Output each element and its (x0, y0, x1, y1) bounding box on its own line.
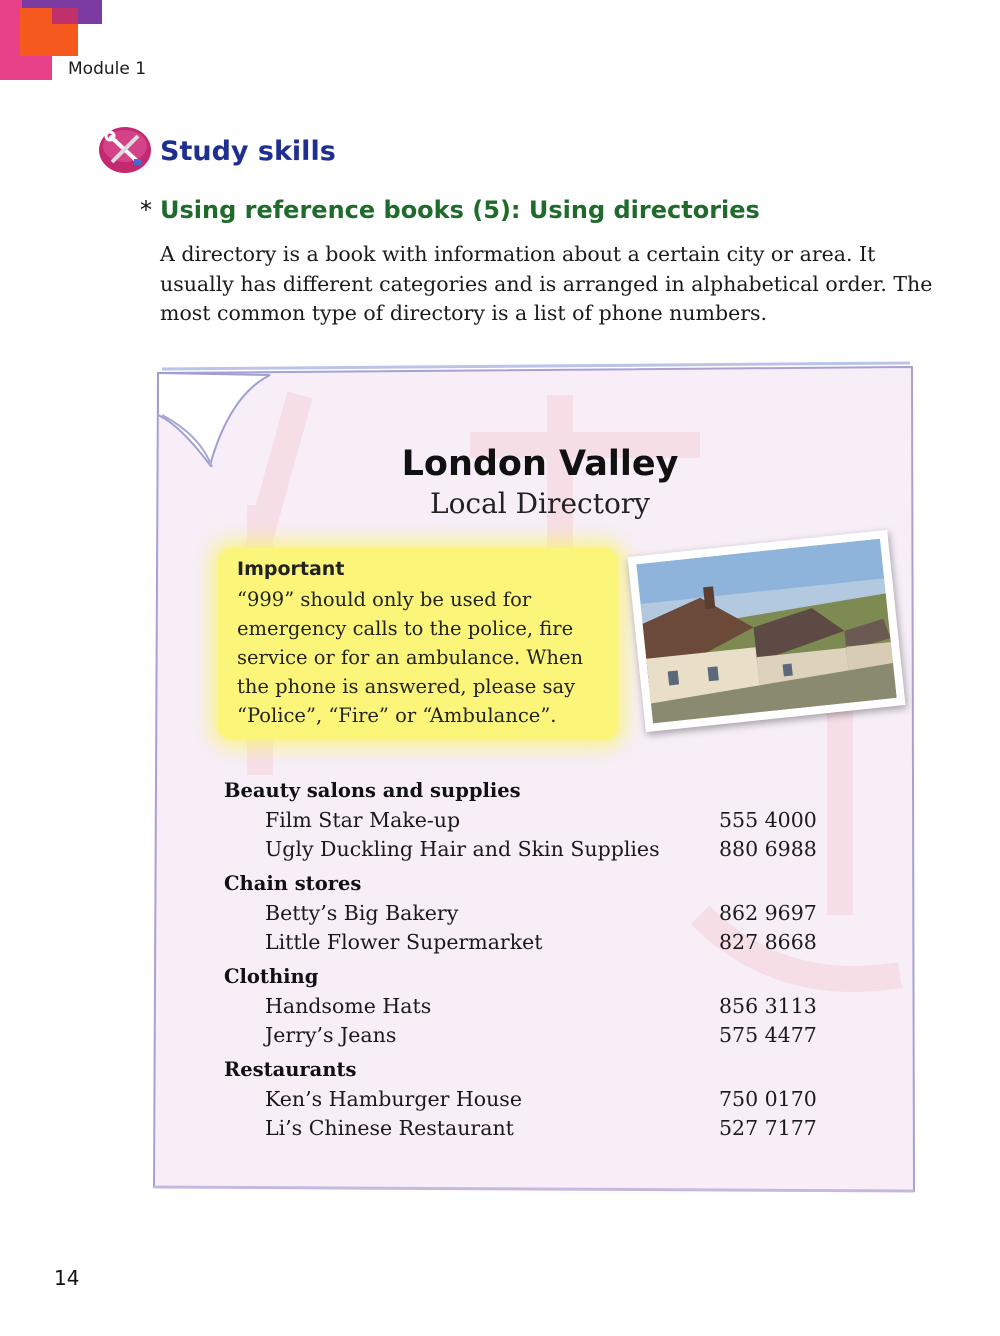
directory-entry-phone: 862 9697 (719, 901, 817, 925)
tools-icon (98, 126, 152, 174)
subsection-marker: * (140, 196, 152, 224)
directory-entry-name: Li’s Chinese Restaurant (265, 1116, 514, 1140)
directory-entry-name: Little Flower Supermarket (265, 930, 543, 954)
directory-entry-name: Jerry’s Jeans (265, 1023, 397, 1047)
directory-entry-name: Film Star Make-up (265, 808, 461, 832)
directory-entry-phone: 575 4477 (719, 1023, 817, 1047)
section-title: Study skills (160, 136, 336, 167)
important-heading: Important (237, 558, 345, 580)
subsection-title: Using reference books (5): Using directories (160, 196, 760, 224)
module-label: Module 1 (68, 59, 147, 79)
directory-entry-name: Ken’s Hamburger House (265, 1087, 522, 1111)
directory-entry-phone: 750 0170 (719, 1087, 817, 1111)
intro-paragraph: A directory is a book with information about a certain city or area. It usually has different categories and is arranged in alphabetical order. The most common type of directory is a list of phone numbers. (160, 242, 933, 325)
category-heading: Chain stores (224, 872, 362, 895)
category-heading: Clothing (224, 965, 319, 988)
directory-title: London Valley (401, 444, 679, 484)
directory-entry-phone: 827 8668 (719, 930, 817, 954)
directory-entry-phone: 856 3113 (719, 994, 817, 1018)
directory-entry-name: Betty’s Big Bakery (265, 901, 459, 925)
directory-entry-phone: 527 7177 (719, 1116, 817, 1140)
directory-entry-phone: 880 6988 (719, 837, 817, 861)
category-heading: Restaurants (224, 1058, 357, 1081)
directory-entry-name: Handsome Hats (265, 994, 432, 1018)
directory-subtitle: Local Directory (429, 487, 651, 520)
directory-entry-phone: 555 4000 (719, 808, 817, 832)
important-text: “999” should only be used for emergency calls to the police, fire service or for an ambulance. When the phone is answered, please say “Police”, “Fire” or “Ambulance”. (237, 588, 584, 727)
village-photo (628, 530, 906, 732)
directory-entry-name: Ugly Duckling Hair and Skin Supplies (265, 837, 660, 861)
category-heading: Beauty salons and supplies (224, 779, 521, 802)
page-number: 14 (54, 1266, 80, 1290)
